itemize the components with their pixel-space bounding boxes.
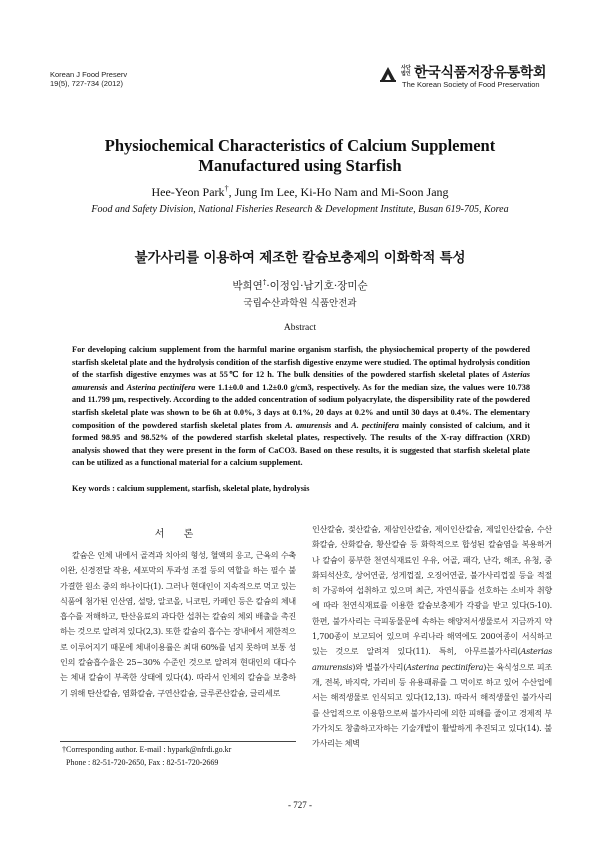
society-type-label: 사단 법인 [401,65,411,77]
abstract-heading: Abstract [283,323,317,333]
corresponding-author-footnote [62,743,302,769]
species-name: Asterias amurensis [72,370,530,392]
species-name: Asterias amurensis [312,646,552,672]
abstract-body [72,344,530,470]
footnote-divider [60,741,296,742]
species-name: A. pectinifera [351,420,399,430]
keywords: Key words : calcium supplement, starfish, skeletal plate, hydrolysis [72,484,310,493]
intro-paragraph: 칼슘은 인체 내에서 골격과 치아의 형성, 혈액의 응고, 근육의 수축 이완, 신경전달 작용, 세포막의 투과성 조절 등의 역할을 하는 필수 불가결한 원소 중의 하나이다(1). 그러나 현대인이 지속적으로 먹고 있는 식품에 첨가된 인산염, 설탕, 알코올, 니코틴, 카페인 등은 칼슘의 체내 흡수를 저해하고, 탄산음료의 과다한 섭취는 칼슘의 체외 배출을 촉진하는 것으로 알려져 있다(2,3). 또한 칼슘의 흡수는 장내에서 제한적으로 이루어지기 때문에 체내이용률은 최대 60%를 넘지 못하며 보통 성인의 칼슘흡수율은 25~30% 수준인 것으로 알려져 현대인의 대다수는 체내 칼슘이 부족한 상태에 있다(4). 따라서 인체의 칼슘을 보충하기 위해 탄산칼슘, 염화칼슘, 구연산칼슘, 글루콘산칼슘, 글리세로 [60,550,296,698]
korean-affiliation: 국립수산과학원 식품안전과 [243,298,357,309]
journal-citation [50,70,127,88]
section-heading-introduction: 서 론 [154,529,202,540]
body-text: 인산칼슘, 젖산칼슘, 제삼인산칼슘, 제이인산칼슘, 제일인산칼슘, 수산화칼슘, 산화칼슘, 황산칼슘 등 화학적으로 합성된 칼슘염을 복용하거나 칼슘이 풍부한 천연식재료인 우유, 어골, 패각, 난각, 해조, 유청, 중화되석산호, 상어연골, 성게껍질, 오징어연골, 불가사리껍질 등을 적절히 가공하여 섭취하고 있으며 최근, 자연식품을 선호하는 소비자 취향에 따라 천연식재료를 이용한 칼슘보충제가 각광을 받고 있다(5-10). 한편, 불가사리는 극피동물문에 속하는 해양저서생물로서 지금까지 약 1,700종이 보고되어 있으며 우리나라 해역에도 200여종이 서식하고 있는 것으로 알려져 있다(11). 특히, 아무르불가사리( [312,524,552,657]
intro-paragraph-continued [312,522,552,751]
abstract-text-3: mainly consisted of calcium, and it formed 98.95 and 98.52% of the powdered starfish skeletal plates, respectively. The results of the X-ray diffraction (XRD) analysis showed that they were present in the form of CaCO3. Based on these results, it is suggested that starfish skeletal plate can be utilized as a functional material for a calcium supplement. [72,420,530,468]
corresponding-mark: † [224,184,229,193]
korean-authors [60,278,540,293]
title-line-2: Manufactured using Starfish [198,156,402,175]
body-column-left [60,548,296,701]
paper-title [60,136,540,176]
authors-rest: , Jung Im Lee, Ki-Ho Nam and Mi-Soon Jang [228,185,449,199]
abstract-text-1: For developing calcium supplement from the harmful marine organism starfish, the physiochemical property of the powdered starfish skeletal plate and the hydrolysis condition of the starfish digestive enzyme were studied. The optimal hydrolysis condition of the starfish digestive enzymes was at 55℃ for 12 h. The bulk densities of the powdered starfish skeletal plates of [72,345,530,380]
species-name: Asterina pectinifera [126,382,196,392]
author-1: Hee-Yeon Park [151,185,225,199]
page-number: - 727 - [288,800,312,810]
authors [60,184,540,200]
body-text: )와 별불가사리( [352,661,407,672]
species-name: Asterina pectinifera [406,661,484,672]
footnote-email: †Corresponding author. E-mail : hypark@nfrdi.go.kr [62,745,232,754]
korean-author-1: 박희연 [232,280,263,292]
society-logo [378,62,568,92]
species-name: A. amurensis [285,420,332,430]
body-text: )는 육식성으로 피조개, 전복, 바지락, 가리비 등 유용패류를 그 먹이로 하고 있어 수산업에서는 해적생물로 인식되고 있다(12,13). 따라서 해적생물인 불가사리를 산업적으로 이용함으로써 불가사리에 의한 피해를 줄이고 경제적 부가가치도 창출하고자하는 기술개발이 활발하게 추진되고 있다(14). 불가사리는 체벽 [312,661,552,749]
journal-volume: 19(5), 727-734 (2012) [50,79,123,88]
abstract-text-2: were 1.1±0.0 and 1.2±0.0 g/cm3, respectively. As for the median size, the values were 10.738 and 11.799 μm, respectively. According to the added concentration of sodium polyacrylate, the dispersibility rate of the powdered starfish skeletal plate was shown to be 6h at 0.0%, 3 days at 0.1%, 20 days at 0.2% and until 30 days at 0.4%. The elementary composition of the powdered starfish skeletal plates from [72,382,530,430]
abstract-connector: and [331,420,352,430]
society-emblem-icon [378,64,398,84]
society-korean-name: 한국식품저장유통학회 [414,65,547,81]
korean-corresponding-mark: † [262,278,267,287]
affiliation: Food and Safety Division, National Fisheries Research & Development Institute, Busan 619-705, Korea [91,204,509,215]
abstract-connector: and [107,382,127,392]
journal-name: Korean J Food Preserv [50,70,128,79]
footnote-phone: Phone : 82-51-720-2650, Fax : 82-51-720-2669 [66,758,219,767]
society-english-name: The Korean Society of Food Preservation [402,80,540,89]
korean-authors-rest: ·이정임·남기호·장미순 [266,280,368,292]
korean-title: 불가사리를 이용하여 제조한 칼슘보충제의 이화학적 특성 [134,250,466,266]
body-column-right [312,522,552,751]
title-line-1: Physiochemical Characteristics of Calcium Supplement [104,136,496,155]
